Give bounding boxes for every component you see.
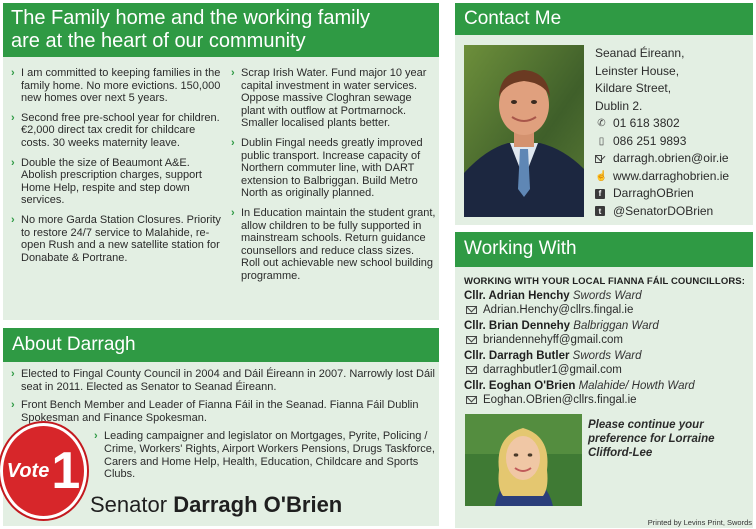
working-heading: Working With	[455, 232, 753, 267]
list-item: › Elected to Fingal County Council in 2004 and Dáil Éireann in 2007. Narrowly lost Dáil seat in 2011. Elected as Senator to Seanad Éireann.	[11, 368, 435, 393]
councillor-email[interactable]: Eoghan.OBrien@cllrs.fingal.ie	[483, 394, 637, 406]
phone-row	[595, 115, 751, 133]
family-panel	[3, 3, 439, 320]
councillors-subtitle: WORKING WITH YOUR LOCAL FIANNA FÁIL COUNCILLORS:	[464, 276, 745, 287]
family-column-left	[11, 67, 221, 271]
list-item: › Second free pre-school year for children. €2,000 direct tax credit for childcare costs. 30 weeks maternity leave.	[11, 112, 221, 150]
councillor-email[interactable]: Adrian.Henchy@cllrs.fingal.ie	[483, 304, 634, 316]
senator-portrait-image	[464, 45, 584, 217]
senator-full-name: Darragh O'Brien	[173, 492, 343, 517]
councillor-ward: Malahide/ Howth Ward	[578, 380, 695, 392]
phone-number[interactable]: 01 618 3802	[613, 116, 680, 130]
list-item: › Scrap Irish Water. Fund major 10 year capital investment in water services. Oppose massive Cloghran sewage plant with outflow at Portmarnock. Smaller localised plants better.	[231, 67, 436, 130]
councillor-name: Cllr. Brian Dennehy	[464, 320, 571, 332]
councillor-ward: Swords Ward	[572, 350, 642, 362]
vote-number: 1	[51, 442, 81, 500]
twitter-icon: t	[595, 206, 605, 216]
councillor-ward: Swords Ward	[572, 290, 642, 302]
facebook-link[interactable]: DarraghOBrien	[613, 186, 694, 200]
mouse-pointer-icon: ☝	[595, 170, 608, 182]
councillor-email[interactable]: darraghbutler1@gmail.com	[483, 364, 622, 376]
list-item: › Dublin Fingal needs greatly improved public transport. Increase capacity of Northern commuter line, with DART extension to Balbriggan. Build Metro North as originally planned.	[231, 137, 436, 200]
lorraine-portrait-image	[465, 414, 582, 506]
email-icon	[595, 152, 608, 165]
contact-details	[595, 45, 751, 220]
preference-message: Please continue your preference for Lorraine Clifford-Lee	[588, 419, 715, 459]
family-column-right	[231, 67, 436, 290]
address-line: Leinster House,	[595, 63, 680, 78]
email-link[interactable]: darragh.obrien@oir.ie	[613, 151, 729, 165]
about-heading: About Darragh	[3, 328, 439, 362]
senator-name	[90, 492, 342, 518]
address-line: Dublin 2.	[595, 98, 643, 113]
facebook-row	[595, 185, 751, 203]
vote-1-badge	[0, 423, 87, 519]
working-with-panel	[455, 232, 753, 528]
website-row	[595, 168, 751, 186]
councillor-item	[464, 349, 749, 377]
email-icon	[466, 396, 477, 404]
facebook-icon: f	[595, 189, 605, 199]
mobile-number[interactable]: 086 251 9893	[613, 133, 687, 148]
lorraine-photo	[465, 414, 582, 506]
email-icon	[466, 306, 477, 314]
list-item: › Double the size of Beaumont A&E. Abolish prescription charges, support Home Help, respite and step down services.	[11, 157, 221, 207]
email-icon	[466, 366, 477, 374]
printer-credit: Printed by Levins Print, Swords	[647, 518, 752, 527]
family-heading	[3, 3, 439, 57]
councillor-name: Cllr. Adrian Henchy	[464, 290, 570, 302]
family-heading-line2: are at the heart of our community	[11, 30, 306, 52]
councillor-name: Cllr. Eoghan O'Brien	[464, 380, 576, 392]
mobile-row	[595, 133, 751, 151]
twitter-row	[595, 203, 751, 221]
list-item: › Leading campaigner and legislator on Mortgages, Pyrite, Policing / Crime, Workers' Rights, Airport Workers Pensions, Drugs Taskforce, Carers and Home Help, Health, Education, Childcare and Sports Clubs.	[94, 430, 435, 480]
list-item: › No more Garda Station Closures. Priority to restore 24/7 service to Malahide, re-open Rush and a new satellite station for Donabate & Portrane.	[11, 214, 221, 264]
list-item: › In Education maintain the student grant, allow children to be fully supported in mainstream schools. Return guidance counsellors and reduce class sizes. Roll out achievable new school building programme.	[231, 207, 436, 283]
email-icon	[466, 336, 477, 344]
councillor-list	[464, 289, 749, 409]
twitter-link[interactable]: @SenatorDOBrien	[613, 203, 714, 218]
mobile-phone-icon: ▯	[598, 135, 605, 147]
councillor-email[interactable]: briandennehyff@gmail.com	[483, 334, 623, 346]
councillor-ward: Balbriggan Ward	[573, 320, 659, 332]
phone-icon: ✆	[597, 118, 606, 129]
councillor-item	[464, 289, 749, 317]
website-link[interactable]: www.darraghobrien.ie	[613, 168, 730, 183]
list-item: › Front Bench Member and Leader of Fianna Fáil in the Seanad. Fianna Fáil Dublin Spokesman and Finance Spokesman.	[11, 399, 435, 424]
family-heading-line1: The Family home and the working family	[11, 7, 371, 29]
councillor-item	[464, 379, 749, 407]
address-line: Seanad Éireann,	[595, 46, 685, 60]
list-item: › I am committed to keeping families in the family home. No more evictions. 150,000 new homes over next 5 years.	[11, 67, 221, 105]
councillor-name: Cllr. Darragh Butler	[464, 350, 570, 362]
vote-word: Vote	[6, 459, 50, 482]
contact-panel	[455, 3, 753, 225]
senator-photo	[464, 45, 584, 217]
contact-heading: Contact Me	[455, 3, 753, 35]
senator-prefix: Senator	[90, 492, 168, 517]
councillor-item	[464, 319, 749, 347]
email-row	[595, 150, 751, 168]
address-line: Kildare Street,	[595, 81, 672, 95]
